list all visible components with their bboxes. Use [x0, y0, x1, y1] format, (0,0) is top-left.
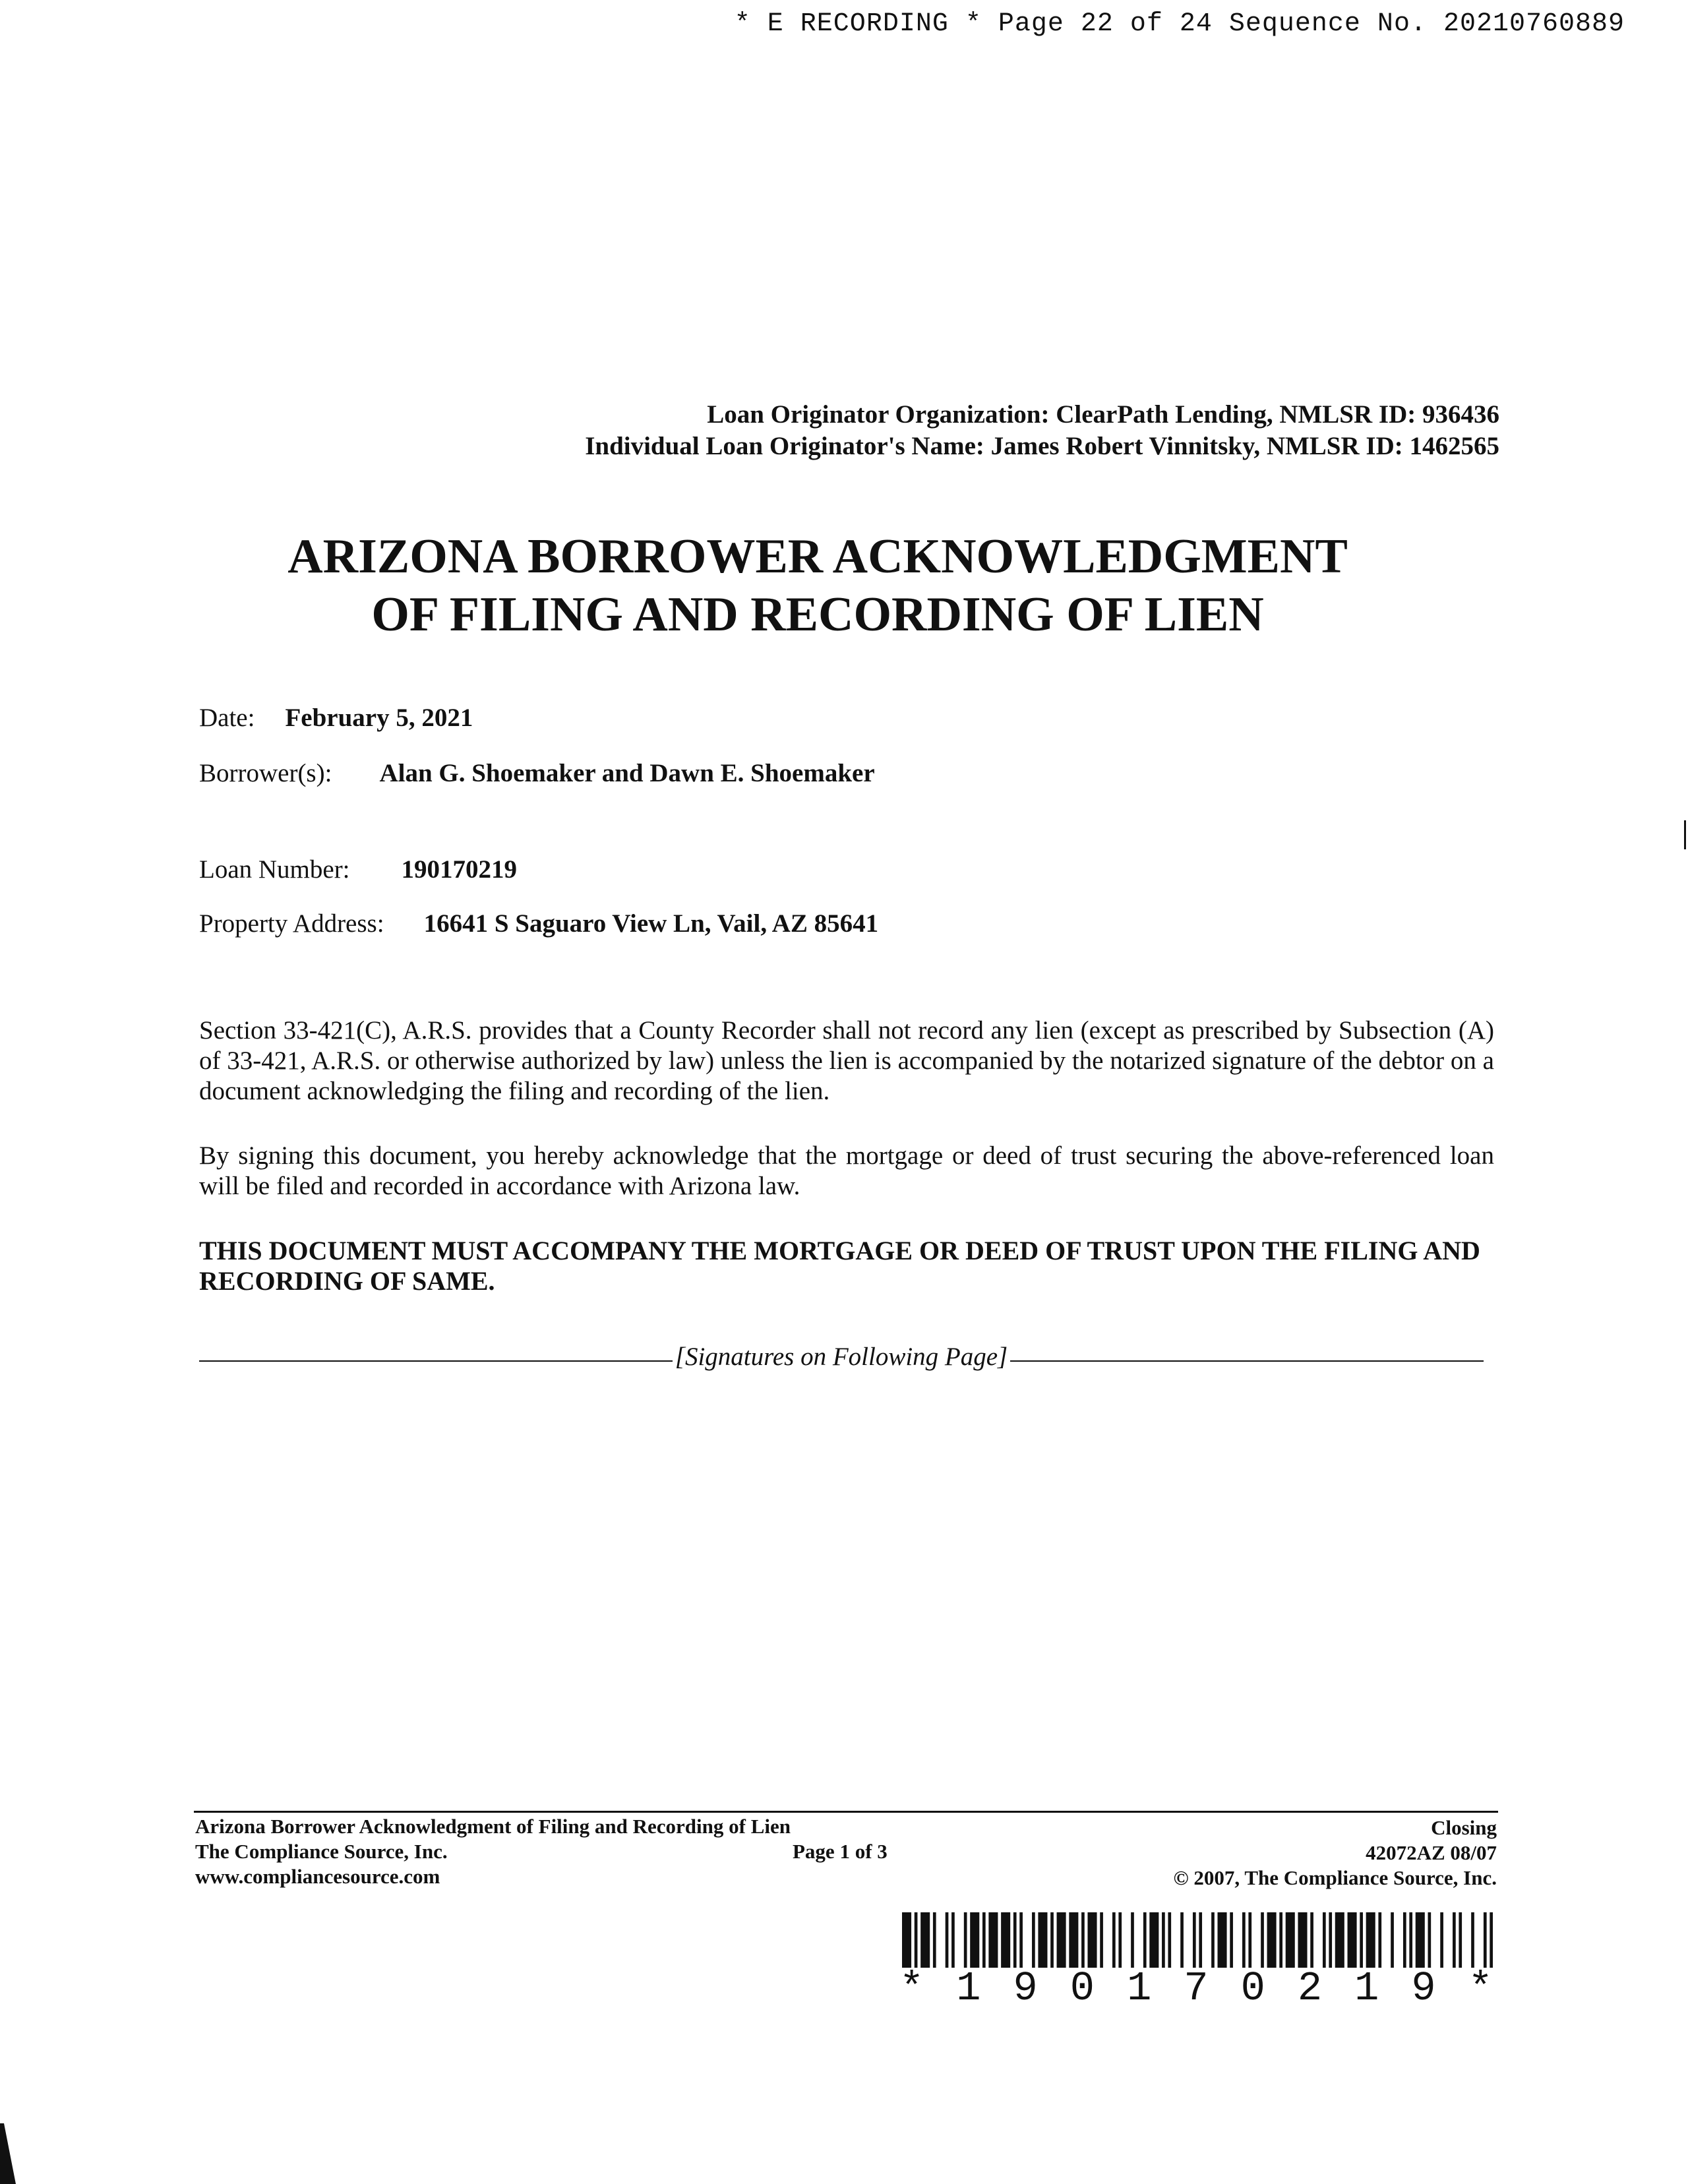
barcode-char: * — [899, 1965, 924, 2012]
barcode-bar — [1366, 1912, 1375, 1968]
barcode-bar — [982, 1912, 986, 1968]
barcode-bar — [1490, 1912, 1493, 1968]
borrower-label: Borrower(s): — [199, 759, 332, 787]
barcode-bar — [1032, 1912, 1035, 1968]
barcode-bar — [1081, 1912, 1085, 1968]
signature-separator — [199, 1340, 1484, 1373]
barcode-char: 1 — [1127, 1965, 1152, 2012]
acknowledgment-paragraph: By signing this document, you hereby acknowledge that the mortgage or deed of trust securing the above-referenced loan will be filed and recorded in accordance with Arizona law. — [199, 1141, 1494, 1200]
signatures-note: [Signatures on Following Page] — [675, 1342, 1008, 1371]
barcode-bar — [1100, 1912, 1103, 1968]
barcode-bar — [1013, 1912, 1017, 1968]
barcode-bar — [1348, 1912, 1357, 1968]
barcode-bar — [1484, 1912, 1487, 1968]
barcode-bar — [1335, 1912, 1344, 1968]
barcode-bar — [902, 1912, 911, 1968]
barcode-bar — [1149, 1912, 1159, 1968]
barcode-char: 7 — [1184, 1965, 1209, 2012]
barcode-bar — [1050, 1912, 1054, 1968]
document-title-line-1: ARIZONA BORROWER ACKNOWLEDGMENT — [287, 530, 1348, 584]
barcode-char: 9 — [1013, 1965, 1038, 2012]
barcode-bar — [1298, 1912, 1307, 1968]
barcode-bar — [915, 1912, 918, 1968]
barcode-bar — [1440, 1912, 1443, 1968]
barcode-bar — [1087, 1912, 1097, 1968]
scan-mark — [1684, 820, 1686, 849]
barcode-bar — [970, 1912, 979, 1968]
date-label: Date: — [199, 704, 255, 732]
barcode-char: 2 — [1297, 1965, 1323, 2012]
barcode-bar — [933, 1912, 936, 1968]
barcode-bar — [1248, 1912, 1251, 1968]
barcode-bar — [951, 1912, 955, 1968]
barcode-bar — [988, 1912, 998, 1968]
barcode-char: 1 — [1354, 1965, 1379, 2012]
property-address-field — [199, 909, 878, 938]
scan-corner-mark — [0, 2123, 16, 2184]
barcode-bar — [1118, 1912, 1122, 1968]
separator-rule-left — [199, 1360, 673, 1362]
loan-originator-organization: Loan Originator Organization: ClearPath Lending, NMLSR ID: 936436 — [707, 400, 1499, 429]
footer-page-number: Page 1 of 3 — [793, 1840, 888, 1863]
recording-header: * E RECORDING * Page 22 of 24 Sequence No. 20210760889 — [734, 9, 1625, 39]
barcode-bar — [1112, 1912, 1116, 1968]
barcode-bar — [1416, 1912, 1425, 1968]
barcode-bar — [1199, 1912, 1202, 1968]
barcode-bar — [1286, 1912, 1295, 1968]
date-value: February 5, 2021 — [285, 704, 473, 732]
barcode-bar — [1168, 1912, 1171, 1968]
barcode-bar — [1193, 1912, 1196, 1968]
barcode-bar — [1057, 1912, 1066, 1968]
barcode-bar — [1391, 1912, 1394, 1968]
barcode-bar — [964, 1912, 967, 1968]
barcode-bar — [1310, 1912, 1313, 1968]
barcode-bar — [1360, 1912, 1363, 1968]
accompany-notice: THIS DOCUMENT MUST ACCOMPANY THE MORTGAGE OR DEED OF TRUST UPON THE FILING AND RECORDING OF SAME. — [199, 1236, 1480, 1296]
separator-rule-right — [1010, 1360, 1484, 1362]
barcode-char: 0 — [1240, 1965, 1265, 2012]
statute-paragraph: Section 33-421(C), A.R.S. provides that a County Recorder shall not record any lien (except as prescribed by Subsection (A) of 33-421, A.R.S. or otherwise authorized by law) unless the lien is accompanied by the notarized signature of the debtor on a document acknowledging the filing and recording of the lien. — [199, 1016, 1494, 1105]
barcode-bar — [1409, 1912, 1412, 1968]
barcode-bar — [1143, 1912, 1147, 1968]
borrower-value: Alan G. Shoemaker and Dawn E. Shoemaker — [379, 759, 875, 787]
barcode-bar — [1459, 1912, 1462, 1968]
loan-barcode — [902, 1912, 1493, 1968]
barcode-bar — [1131, 1912, 1134, 1968]
footer-form-number: 42072AZ 08/07 — [1366, 1841, 1497, 1864]
barcode-bar — [1261, 1912, 1264, 1968]
barcode-bar — [1267, 1912, 1277, 1968]
barcode-bar — [1162, 1912, 1165, 1968]
individual-loan-originator: Individual Loan Originator's Name: James Robert Vinnitsky, NMLSR ID: 1462565 — [585, 432, 1499, 460]
barcode-bar — [946, 1912, 949, 1968]
footer-section: Closing — [1431, 1816, 1497, 1839]
document-title-line-2: OF FILING AND RECORDING OF LIEN — [371, 588, 1264, 642]
property-address-value: 16641 S Saguaro View Ln, Vail, AZ 85641 — [423, 909, 879, 938]
barcode-bar — [1453, 1912, 1456, 1968]
barcode-char: * — [1468, 1965, 1493, 2012]
barcode-bar — [1211, 1912, 1215, 1968]
barcode-bar — [1019, 1912, 1023, 1968]
barcode-bar — [1323, 1912, 1326, 1968]
loan-number-field — [199, 855, 517, 884]
barcode-char: 1 — [956, 1965, 981, 2012]
barcode-bar — [1428, 1912, 1431, 1968]
footer-copyright: © 2007, The Compliance Source, Inc. — [1173, 1866, 1497, 1889]
barcode-bar — [1242, 1912, 1246, 1968]
property-address-label: Property Address: — [199, 909, 384, 938]
footer-divider — [194, 1811, 1498, 1813]
barcode-bar — [1279, 1912, 1282, 1968]
barcode-bar — [1329, 1912, 1332, 1968]
barcode-bar — [1471, 1912, 1474, 1968]
barcode-bar — [1180, 1912, 1184, 1968]
barcode-bar — [1038, 1912, 1047, 1968]
barcode-bar — [1378, 1912, 1381, 1968]
barcode-text — [899, 1965, 1493, 2012]
loan-number-value: 190170219 — [401, 855, 518, 884]
footer-company: The Compliance Source, Inc. — [195, 1840, 448, 1863]
barcode-char: 9 — [1411, 1965, 1436, 2012]
borrower-field — [199, 758, 875, 788]
footer-form-title: Arizona Borrower Acknowledgment of Filing and Recording of Lien — [195, 1815, 791, 1838]
loan-number-label: Loan Number: — [199, 855, 350, 884]
barcode-bar — [920, 1912, 930, 1968]
footer-website: www.compliancesource.com — [195, 1865, 440, 1888]
barcode-bar — [1001, 1912, 1010, 1968]
barcode-bar — [1230, 1912, 1233, 1968]
barcode-bar — [1403, 1912, 1406, 1968]
barcode-char: 0 — [1070, 1965, 1095, 2012]
date-field — [199, 703, 473, 733]
barcode-bar — [1069, 1912, 1078, 1968]
barcode-bar — [1217, 1912, 1226, 1968]
